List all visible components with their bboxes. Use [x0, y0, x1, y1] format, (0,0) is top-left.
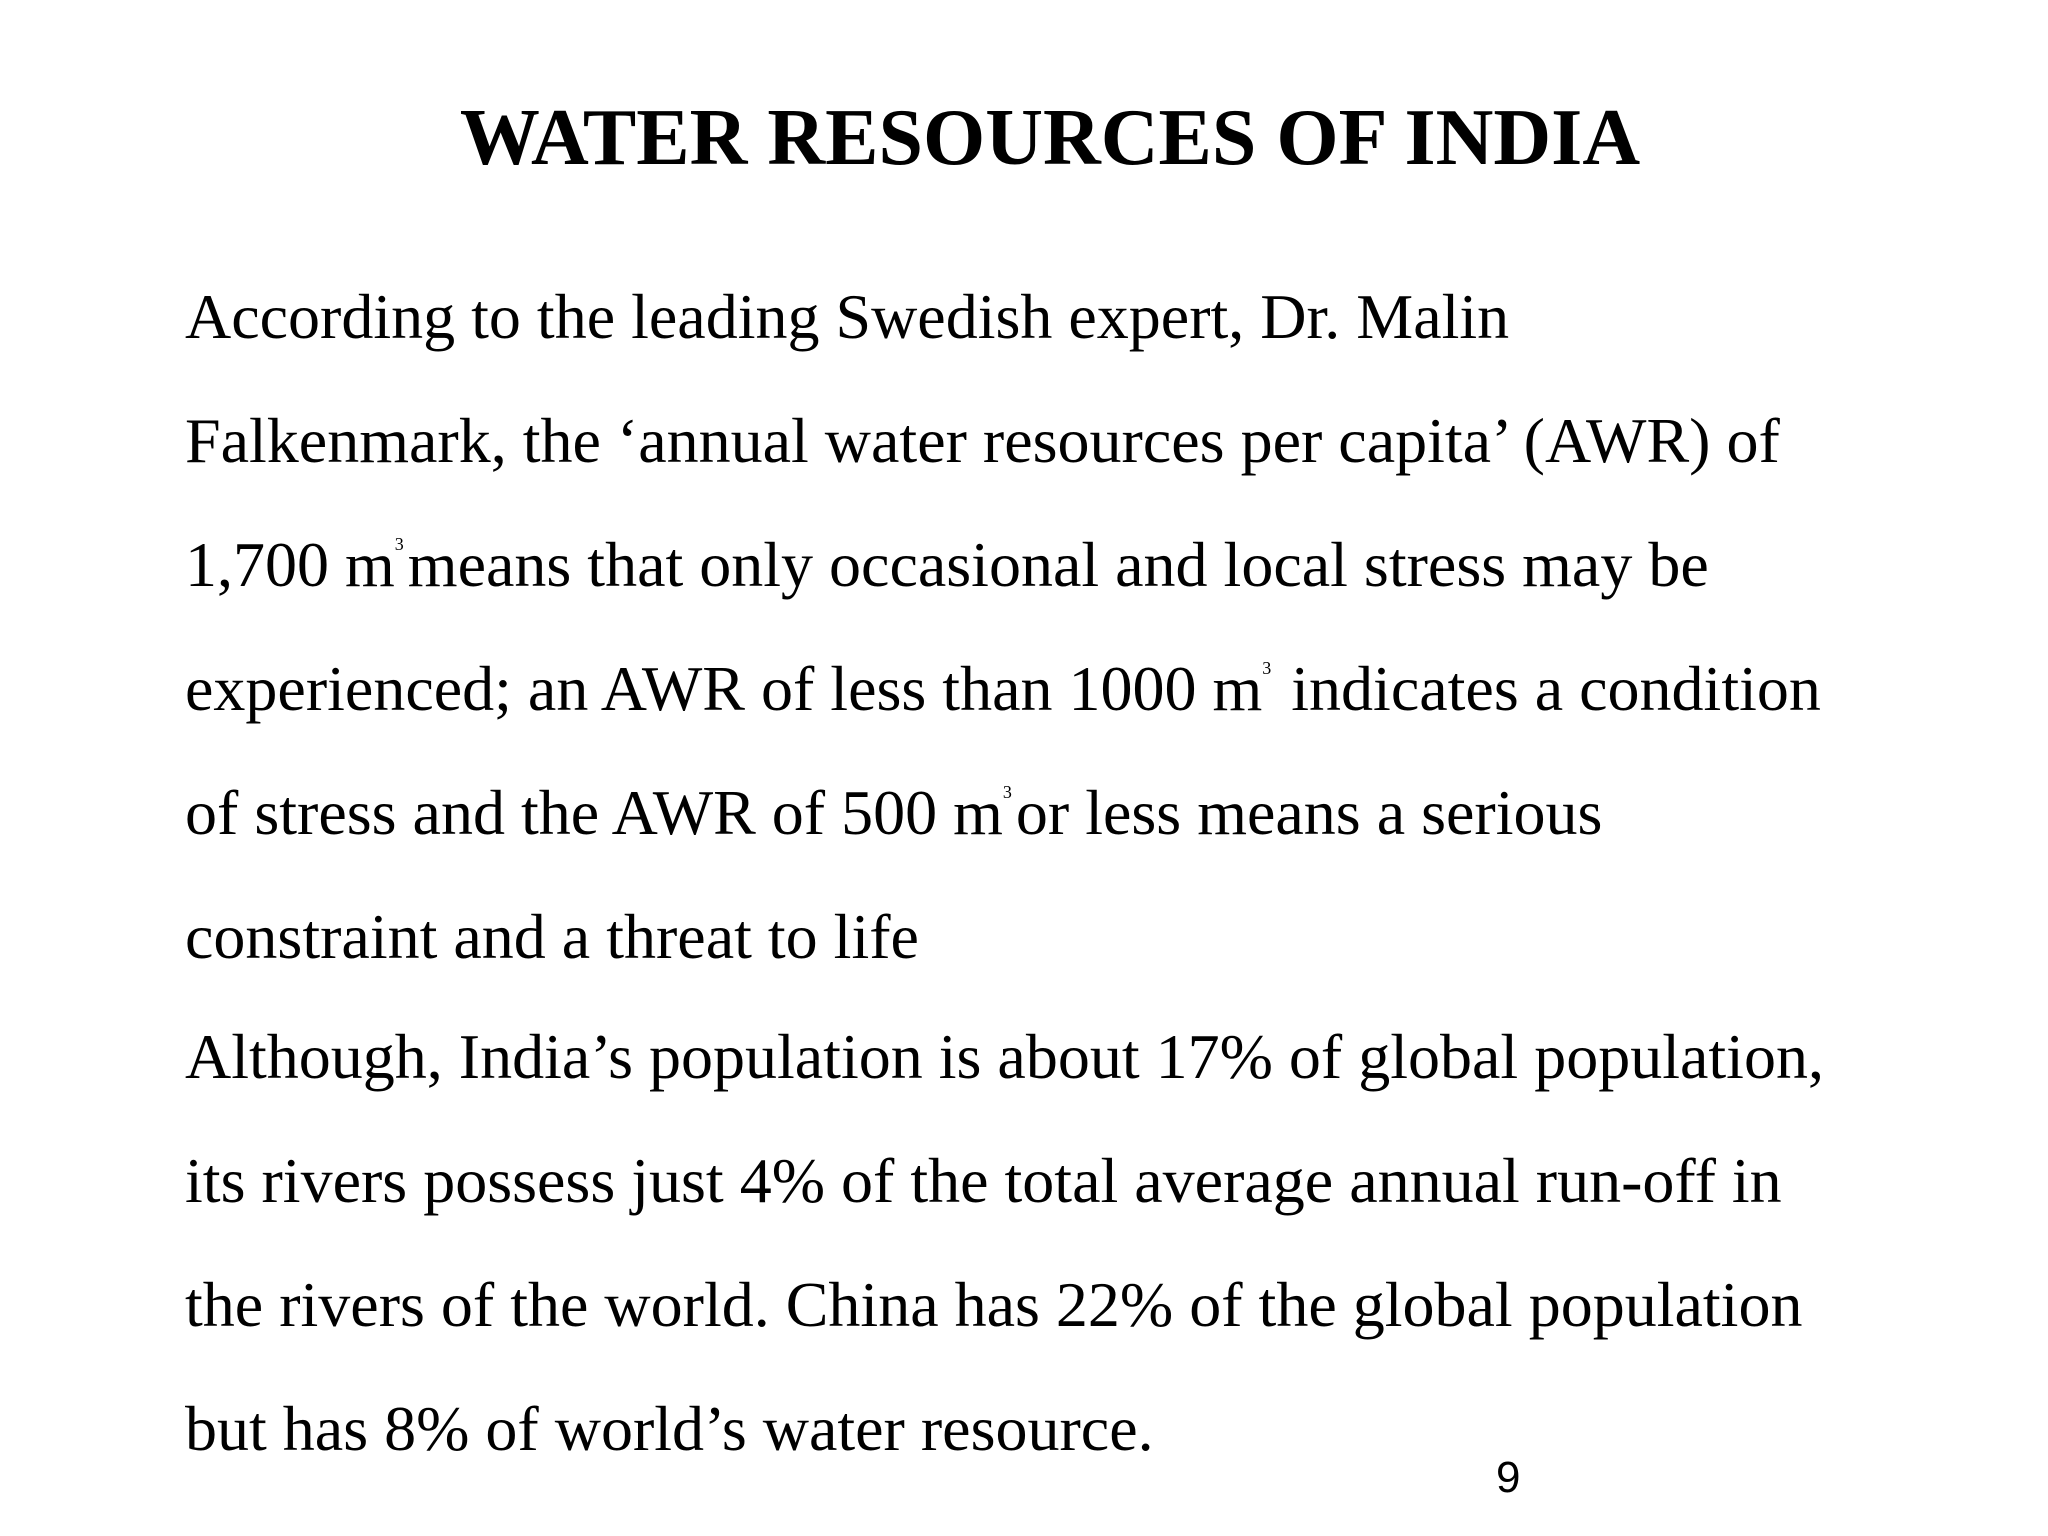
cubic-exponent: 3 — [1002, 782, 1012, 802]
text-line — [185, 503, 1985, 627]
paragraph-india-vs-china — [185, 995, 1985, 1491]
text-fragment: or less means a serious — [1015, 777, 1603, 848]
text-fragment: experienced; an AWR of less than 1000 m — [185, 653, 1263, 724]
text-fragment: means that only occasional and local stress may be — [407, 529, 1709, 600]
cubic-exponent: 3 — [394, 534, 404, 554]
paragraph-awr-definition — [185, 255, 1985, 999]
cubic-exponent: 3 — [1262, 658, 1272, 678]
text-line: the rivers of the world. China has 22% of the global population — [185, 1269, 1803, 1340]
slide-body — [185, 255, 1985, 1491]
text-line: but has 8% of world’s water resource. — [185, 1393, 1154, 1464]
text-fragment: indicates a condition — [1275, 653, 1821, 724]
text-line: its rivers possess just 4% of the total average annual run-off in — [185, 1145, 1782, 1216]
text-fragment: of stress and the AWR of 500 m — [185, 777, 1003, 848]
text-line: According to the leading Swedish expert, Dr. Malin — [185, 281, 1510, 352]
text-fragment: 1,700 m — [185, 529, 395, 600]
text-line: constraint and a threat to life — [185, 901, 919, 972]
text-line: Falkenmark, the ‘annual water resources per capita’ (AWR) of — [185, 405, 1780, 476]
text-line — [185, 751, 1985, 875]
slide-title: WATER RESOURCES OF INDIA — [459, 94, 1641, 182]
page-number: 9 — [1496, 1453, 1521, 1502]
text-line: Although, India’s population is about 17% of global population, — [185, 1021, 1824, 1092]
text-line — [185, 627, 1985, 751]
